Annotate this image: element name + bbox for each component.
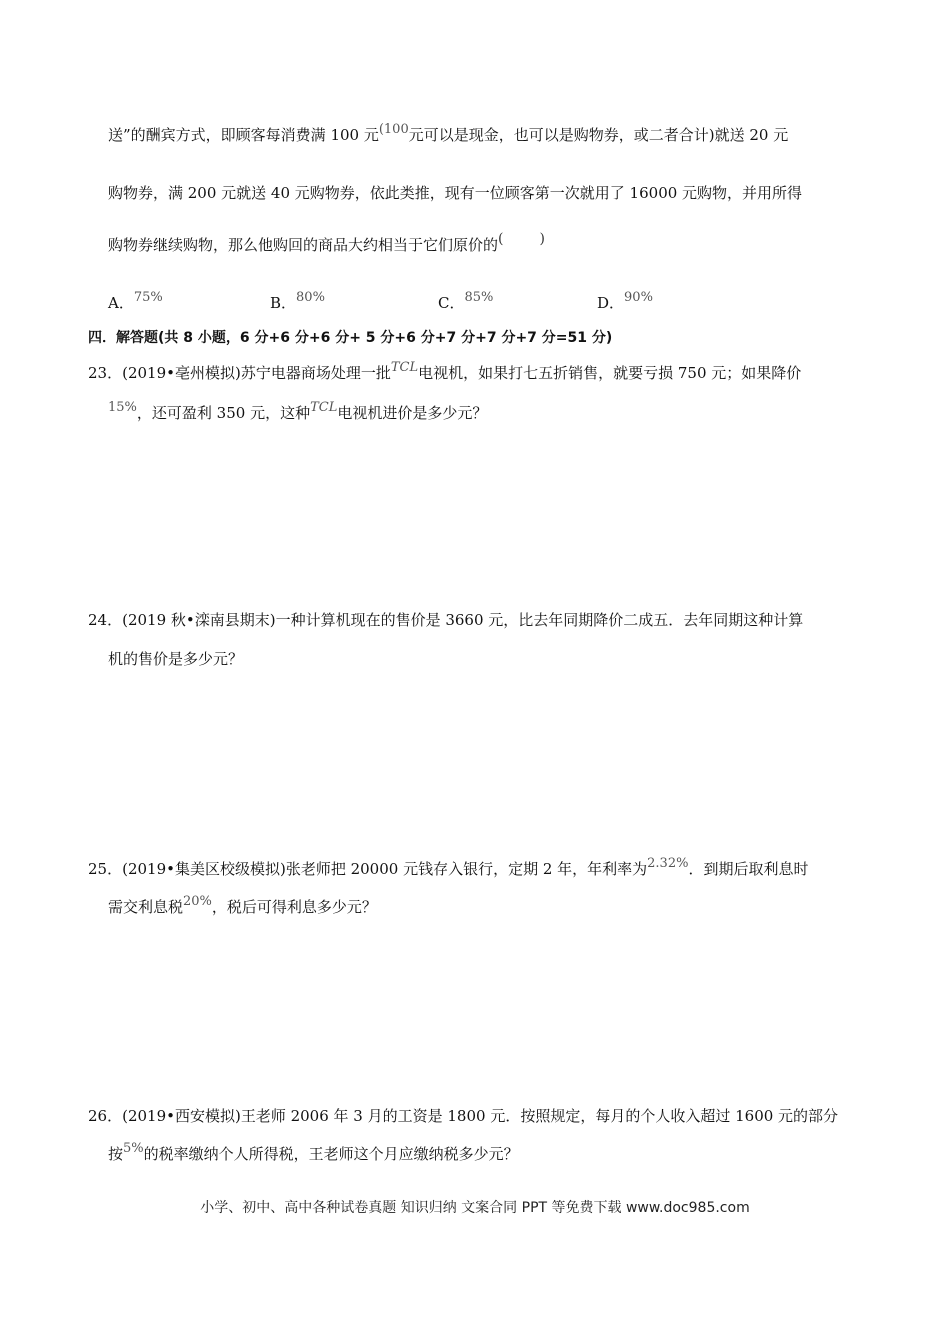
q26-math: 5% <box>123 1141 144 1156</box>
q22-math: (100 <box>378 122 409 137</box>
option-value: 75% <box>133 290 163 305</box>
option-letter: D． <box>597 294 625 312</box>
q25-math: 20% <box>183 894 212 909</box>
q26-text: 26．(2019•西安模拟)王老师 2006 年 3 月的工 <box>88 1107 413 1125</box>
q25-line-1 <box>88 858 808 879</box>
q22-line-2: 购物券，满 200 元就送 40 元购物券，依此类推，现有一位顾客第一次就用了 16000 元购物，并用所得 <box>108 184 803 202</box>
option-letter: C． <box>438 294 465 312</box>
q23-text: 23．(2019•亳州模拟)苏宁电器商场处理一批 <box>88 364 391 382</box>
q22-text: 元可以是现金，也可以是购物券，或二者合计)就送 20 元 <box>408 126 789 144</box>
answer-paren-close: ) <box>539 231 545 247</box>
q23-line-2 <box>108 402 487 423</box>
q23-math: TCL <box>390 360 419 375</box>
answer-paren-open: ( <box>498 231 504 247</box>
q26-line-1 <box>88 1105 838 1126</box>
q22-text: 购物券继续购物，那么他购回的商品大约相当于它们原价的 <box>108 236 499 254</box>
q25-line-2 <box>108 896 377 917</box>
q23-math: 15% <box>108 400 137 415</box>
option-d <box>597 292 653 313</box>
option-letter: A． <box>108 294 134 312</box>
q25-text: ，税后可得利息多少元？ <box>211 898 377 916</box>
q26-line-2 <box>108 1143 519 1164</box>
option-c <box>438 292 493 313</box>
q25-text: ．到期后取利息时 <box>688 860 809 878</box>
section-title: 四．解答题(共 8 小题，6 分+6 分+6 分+ 5 分+6 分+7 分+7 分+7 分=51 分) <box>88 330 613 346</box>
q25-text: 25．(2019•集美区校级模拟)张老师把 20000 元钱存入银行，定期 2 年，年利率为 <box>88 860 648 878</box>
q25-math: 2.32% <box>647 856 689 871</box>
option-a <box>108 292 163 313</box>
q24-line-1: 24．(2019 秋•滦南县期末)一种计算机现在的售价是 3660 元，比去年同期降价二成五．去年同期这种计算 <box>88 611 804 629</box>
page-footer: 小学、初中、高中各种试卷真题 知识归纳 文案合同 PPT 等免费下载 www.doc985.com <box>200 1200 750 1216</box>
q23-text: 电视机，如果打七五折销售，就要亏损 750 元；如果降价 <box>418 364 802 382</box>
option-letter: B． <box>270 294 297 312</box>
q25-text: 需交利息税 <box>108 898 184 916</box>
q26-text: 是 1800 元．按照规定，每月的个人收入超过 1600 元的部分 <box>427 1107 839 1125</box>
q26-text: 的税率缴纳个人所得税，王老师这个月应缴纳税多少元？ <box>143 1145 519 1163</box>
option-value: 90% <box>624 290 653 305</box>
q22-line-1 <box>108 124 788 145</box>
q23-line-1 <box>88 362 801 383</box>
q26-text: 按 <box>108 1145 124 1163</box>
q26-marked-char: 资 <box>412 1107 428 1125</box>
option-value: 85% <box>464 290 494 305</box>
option-value: 80% <box>296 290 325 305</box>
option-b <box>270 292 325 313</box>
q24-line-2: 机的售价是多少元？ <box>108 650 244 668</box>
q22-line-3 <box>108 231 545 255</box>
q22-text: 送”的酬宾方式，即顾客每消费满 100 元 <box>108 126 379 144</box>
q23-text: 电视机进价是多少元？ <box>337 404 488 422</box>
q23-text: ，还可盈利 350 元，这种 <box>136 404 311 422</box>
q23-math: TCL <box>310 400 338 415</box>
